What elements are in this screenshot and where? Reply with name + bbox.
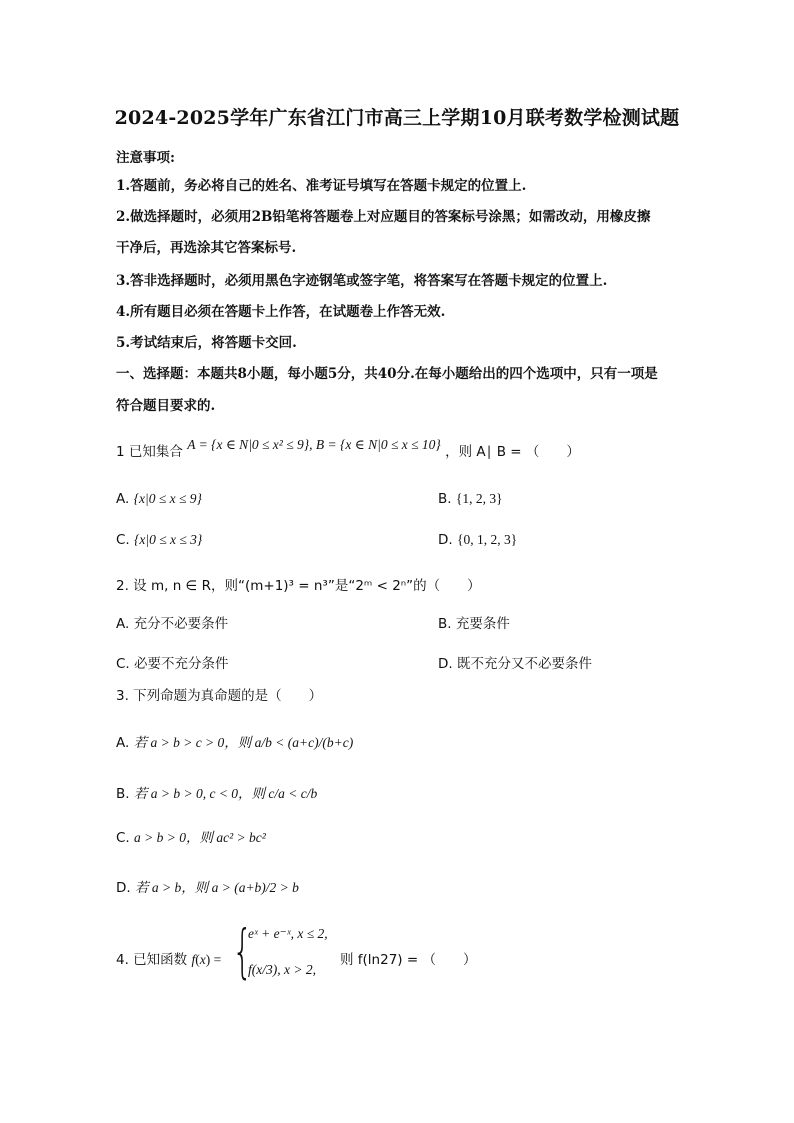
option-text: 若 a > b，则 a > (a+b)/2 > b (134, 880, 299, 895)
notice-item: 5.考试结束后，将答题卡交回. (116, 335, 297, 351)
option-label: D. (116, 880, 131, 896)
section-heading-cont: 符合题目要求的. (116, 398, 216, 414)
question-2-option-c (116, 652, 229, 672)
option-text: {1, 2, 3} (455, 491, 503, 506)
question-1-prefix: 1 已知集合 (116, 444, 183, 460)
option-text: {0, 1, 2, 3} (456, 532, 518, 547)
option-label: C. (116, 830, 130, 846)
question-4-prefix: 4. 已知函数 f(x) = (116, 952, 222, 968)
option-text: 既不充分又不必要条件 (456, 656, 592, 672)
question-2-option-a (116, 612, 228, 632)
option-text: 必要不充分条件 (134, 656, 229, 672)
page-title: 2024-2025学年广东省江门市高三上学期10月联考数学检测试题 (114, 107, 680, 129)
question-2-option-d (438, 652, 592, 672)
question-1-suffix: ，则 A∣ B = （ ） (445, 444, 580, 460)
option-text: 充分不必要条件 (133, 616, 229, 632)
notice-item: 2.做选择题时，必须用2B铅笔将答题卷上对应题目的答案标号涂黑；如需改动，用橡皮擦 (116, 209, 651, 225)
question-1-stem (116, 437, 580, 460)
question-1-option-b (438, 491, 503, 507)
piecewise-brace: { (232, 917, 253, 985)
option-text: a > b > 0，则 ac² > bc² (134, 830, 266, 845)
option-label: C. (116, 532, 130, 548)
question-1-math: A = {x ∈ N|0 ≤ x² ≤ 9}, B = {x ∈ N|0 ≤ x ≤ 10} (187, 437, 441, 452)
option-label: B. (438, 616, 452, 632)
option-label: D. (438, 532, 453, 548)
option-label: A. (116, 616, 130, 632)
notice-heading: 注意事项: (116, 150, 175, 166)
section-heading: 一、选择题：本题共8小题，每小题5分，共40分.在每小题给出的四个选项中，只有一项是 (116, 366, 658, 382)
question-1-option-d (438, 532, 517, 548)
question-3-option-c (116, 826, 266, 846)
question-3-option-b (116, 782, 317, 802)
option-text: 充要条件 (455, 616, 510, 632)
question-2-option-b (438, 612, 510, 632)
option-label: D. (438, 656, 453, 672)
option-text: 若 a > b > 0, c < 0，则 c/a < c/b (133, 786, 318, 801)
notice-item: 1.答题前，务必将自己的姓名、准考证号填写在答题卡规定的位置上. (116, 178, 527, 194)
option-label: A. (116, 735, 130, 751)
question-3-option-a (116, 731, 353, 751)
question-3-option-d (116, 876, 299, 896)
question-4-prefix-text: 4. 已知函数 (116, 952, 188, 968)
question-1-option-a (116, 491, 202, 507)
question-4-piece-1: eˣ + e⁻ˣ, x ≤ 2, (248, 926, 328, 941)
question-4-piece-2: f(x/3), x > 2, (248, 962, 316, 977)
option-label: B. (116, 786, 130, 802)
question-1-option-c (116, 532, 202, 548)
notice-item: 4.所有题目必须在答题卡上作答，在试题卷上作答无效. (116, 304, 446, 320)
option-text: 若 a > b > c > 0，则 a/b < (a+c)/(b+c) (133, 735, 354, 750)
option-label: A. (116, 491, 130, 507)
notice-item: 3.答非选择题时，必须用黑色字迹钢笔或签字笔，将答案写在答题卡规定的位置上. (116, 273, 608, 289)
option-text: {x|0 ≤ x ≤ 3} (134, 532, 203, 547)
question-3-stem: 3. 下列命题为真命题的是（ ） (116, 688, 323, 704)
option-label: B. (438, 491, 452, 507)
question-4-suffix: 则 f(ln27) = （ ） (340, 952, 477, 968)
question-2-stem: 2. 设 m, n ∈ R，则“(m+1)³ = n³”是“2ᵐ < 2ⁿ”的（ ） (116, 578, 481, 594)
option-label: C. (116, 656, 130, 672)
option-text: {x|0 ≤ x ≤ 9} (133, 491, 202, 506)
notice-item: 干净后，再选涂其它答案标号. (116, 240, 297, 256)
